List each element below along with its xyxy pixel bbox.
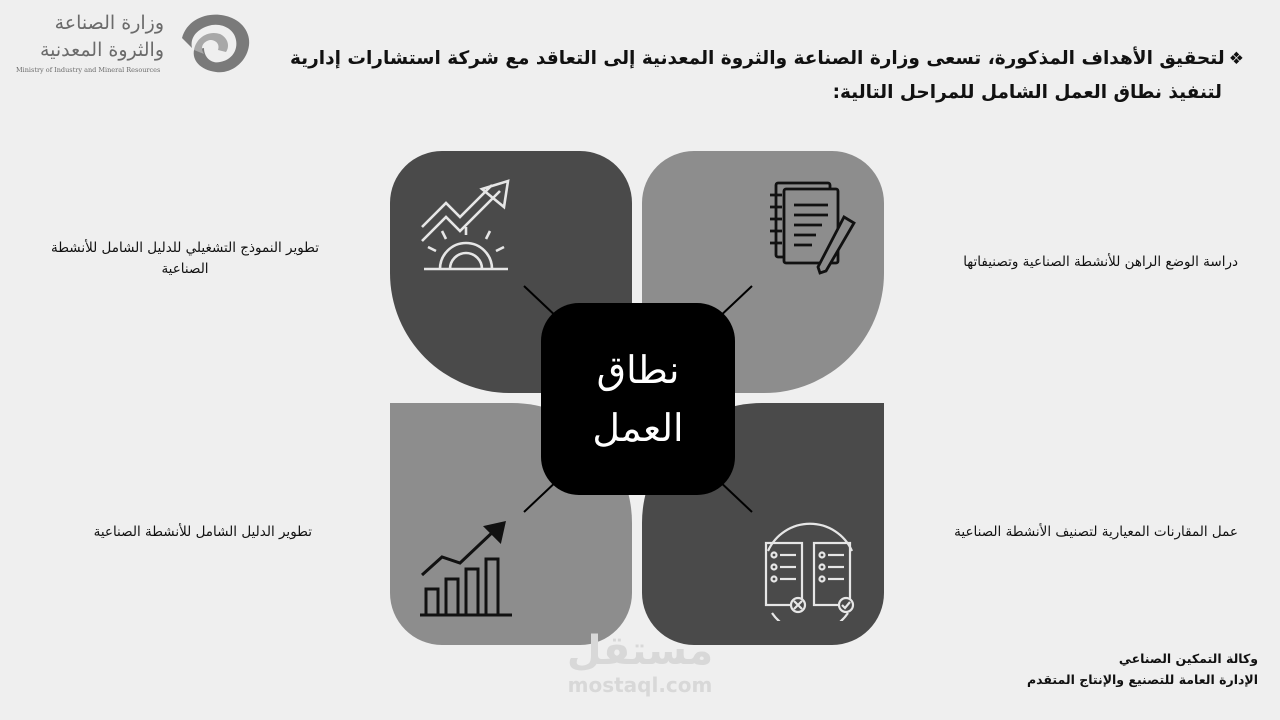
center-title-line1: نطاق bbox=[596, 348, 680, 392]
growth-gear-icon bbox=[416, 177, 516, 277]
label-bottom-left: تطوير الدليل الشامل للأنشطة الصناعية bbox=[93, 524, 312, 540]
checklist-compare-icon bbox=[758, 521, 862, 621]
logo-name-en: Ministry of Industry and Mineral Resources bbox=[16, 66, 161, 74]
ministry-logo bbox=[16, 8, 256, 80]
footer-text bbox=[1027, 648, 1258, 690]
watermark-ar: مستقل bbox=[566, 628, 714, 674]
label-bottom-right: عمل المقارنات المعيارية لتصنيف الأنشطة الصناعية bbox=[954, 524, 1238, 540]
logo-name-ar-line1: وزارة الصناعة bbox=[54, 12, 164, 34]
diamond-bullet-icon: ❖ bbox=[1228, 49, 1244, 69]
watermark-en: mostaql.com bbox=[567, 673, 713, 697]
watermark bbox=[540, 628, 740, 696]
intro-line-2: لتنفيذ نطاق العمل الشامل للمراحل التالية: bbox=[832, 82, 1222, 103]
scope-center-box bbox=[541, 303, 735, 495]
center-title-line2: العمل bbox=[592, 406, 684, 450]
notebook-pen-icon bbox=[762, 177, 862, 277]
ministry-emblem-icon bbox=[174, 8, 256, 76]
footer-line-2: الإدارة العامة للتصنيع والإنتاج المتقدم bbox=[1027, 672, 1258, 687]
footer-line-1: وكالة التمكين الصناعي bbox=[1118, 651, 1258, 666]
bar-chart-growth-icon bbox=[416, 521, 516, 621]
intro-line-1: لتحقيق الأهداف المذكورة، تسعى وزارة الصناعة والثروة المعدنية إلى التعاقد مع شركة استشارات إدارية bbox=[289, 48, 1225, 69]
label-top-left: تطوير النموذج التشغيلي للدليل الشامل للأنشطة الصناعية bbox=[50, 240, 320, 277]
label-top-right: دراسة الوضع الراهن للأنشطة الصناعية وتصنيفاتها bbox=[963, 254, 1238, 270]
logo-name-ar-line2: والثروة المعدنية bbox=[39, 39, 164, 61]
intro-text bbox=[284, 42, 1244, 110]
